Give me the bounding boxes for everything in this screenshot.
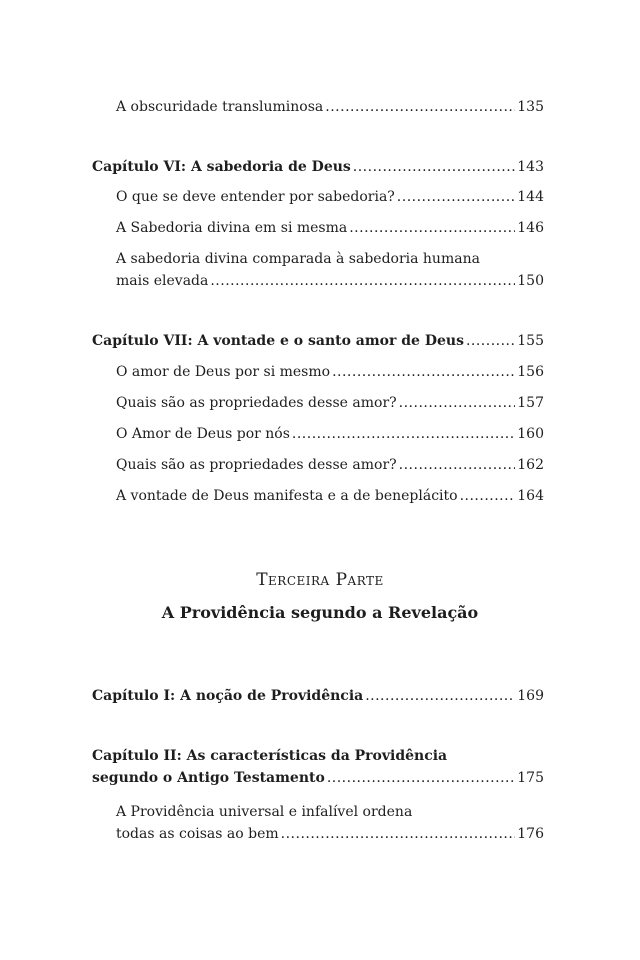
toc-entry	[116, 186, 544, 208]
toc-entry	[116, 361, 544, 383]
page-number: 155	[517, 333, 544, 349]
leader-dots	[353, 156, 515, 178]
page-number: 157	[517, 395, 544, 411]
leader-dots	[210, 270, 515, 292]
toc-entry	[116, 96, 544, 118]
leader-dots	[466, 330, 515, 352]
toc-entry	[116, 248, 544, 292]
toc-entry-title: Quais são as propriedades desse amor?	[116, 457, 397, 473]
page-number: 176	[517, 826, 544, 842]
chapter-title: Capítulo II: As características da Providência	[92, 748, 448, 764]
toc-entry-title: A sabedoria divina comparada à sabedoria humana	[116, 251, 480, 267]
page-number: 135	[517, 99, 544, 115]
page-number: 146	[517, 220, 544, 236]
leader-dots	[292, 423, 515, 445]
page-number: 162	[517, 457, 544, 473]
part-label: Terceira Parte	[256, 570, 384, 590]
toc-entry-title: O que se deve entender por sabedoria?	[116, 189, 395, 205]
toc-chapter	[92, 745, 544, 789]
leader-dots	[365, 685, 515, 707]
leader-dots	[397, 186, 515, 208]
toc-entry	[116, 801, 544, 845]
page-number: 175	[517, 770, 544, 786]
page-number: 160	[517, 426, 544, 442]
toc-chapter	[92, 156, 544, 178]
toc-entry-title-cont: todas as coisas ao bem	[116, 826, 279, 842]
toc-entry-title: Quais são as propriedades desse amor?	[116, 395, 397, 411]
leader-dots	[460, 485, 516, 507]
page-number: 143	[517, 159, 544, 175]
toc-entry-title: A Providência universal e infalível ordena	[116, 804, 413, 820]
chapter-title: Capítulo VI: A sabedoria de Deus	[92, 159, 351, 175]
leader-dots	[281, 823, 516, 845]
toc-entry	[116, 217, 544, 239]
toc-entry-title: A Sabedoria divina em si mesma	[116, 220, 348, 236]
chapter-title: Capítulo I: A noção de Providência	[92, 688, 364, 704]
chapter-title: Capítulo VII: A vontade e o santo amor de Deus	[92, 333, 464, 349]
toc-chapter	[92, 685, 544, 707]
toc-entry	[116, 392, 544, 414]
page-number: 164	[517, 488, 544, 504]
toc-entry	[116, 454, 544, 476]
page-number: 156	[517, 364, 544, 380]
leader-dots	[332, 361, 515, 383]
page-number: 169	[517, 688, 544, 704]
toc-entry-title-cont: mais elevada	[116, 273, 209, 289]
leader-dots	[349, 217, 515, 239]
part-title: A Providência segundo a Revelação	[161, 603, 479, 622]
page-number: 150	[517, 273, 544, 289]
leader-dots	[399, 392, 516, 414]
toc-entry-title: A vontade de Deus manifesta e a de beneplácito	[116, 488, 458, 504]
toc-entry-title: A obscuridade transluminosa	[116, 99, 324, 115]
toc-entry	[116, 485, 544, 507]
leader-dots	[327, 767, 515, 789]
toc-entry-title: O Amor de Deus por nós	[116, 426, 290, 442]
toc-chapter	[92, 330, 544, 352]
leader-dots	[399, 454, 516, 476]
leader-dots	[325, 96, 515, 118]
page-number: 144	[517, 189, 544, 205]
chapter-title-cont: segundo o Antigo Testamento	[92, 770, 325, 786]
toc-entry-title: O amor de Deus por si mesmo	[116, 364, 331, 380]
toc-entry	[116, 423, 544, 445]
